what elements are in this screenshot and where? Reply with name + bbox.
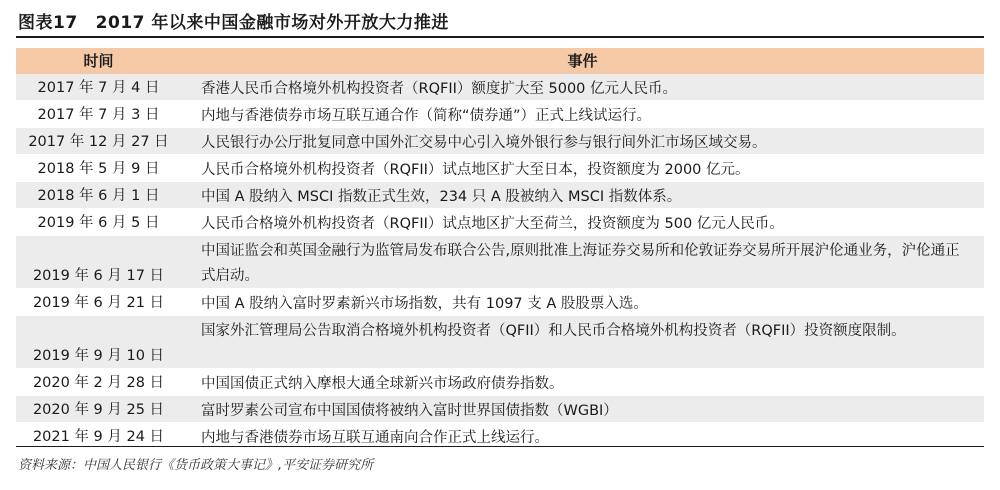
row-event: 中国 A 股纳入富时罗素新兴市场指数，共有 1097 支 A 股股票入选。 bbox=[201, 296, 648, 312]
row-event: 中国 A 股纳入 MSCI 指数正式生效，234 只 A 股被纳入 MSCI 指数体系。 bbox=[201, 189, 682, 205]
row-date: 2018 年 5 月 9 日 bbox=[37, 161, 160, 177]
row-date: 2017 年 7 月 4 日 bbox=[37, 80, 160, 96]
row-event: 国家外汇管理局公告取消合格境外机构投资者（QFII）和人民币合格境外机构投资者（RQFII）投资额度限制。 bbox=[201, 323, 906, 339]
figure-number: 图表17 bbox=[18, 13, 78, 33]
row-event: 中国证监会和英国金融行为监管局发布联合公告,原则批准上海证券交易所和伦敦证券交易所开展沪伦通业务，沪伦通正式启动。 bbox=[201, 243, 960, 284]
table-row bbox=[16, 209, 984, 236]
row-date: 2020 年 2 月 28 日 bbox=[32, 375, 165, 391]
table-row bbox=[16, 182, 984, 209]
row-date: 2021 年 9 月 24 日 bbox=[32, 429, 165, 445]
row-date: 2019 年 6 月 17 日 bbox=[32, 268, 165, 284]
row-event: 富时罗素公司宣布中国国债将被纳入富时世界国债指数（WGBI） bbox=[201, 403, 618, 419]
row-event: 中国国债正式纳入摩根大通全球新兴市场政府债券指数。 bbox=[201, 376, 564, 392]
row-event: 内地与香港债券市场互联互通合作（简称“债券通”）正式上线试运行。 bbox=[201, 108, 652, 124]
row-date: 2018 年 6 月 1 日 bbox=[37, 188, 160, 204]
header-event: 事件 bbox=[567, 52, 598, 70]
figure-title-text: 2017 年以来中国金融市场对外开放大力推进 bbox=[95, 13, 449, 33]
row-event: 人民币合格境外机构投资者（RQFII）试点地区扩大至荷兰，投资额度为 500 亿元人民币。 bbox=[201, 216, 784, 232]
bottom-rule bbox=[16, 446, 984, 447]
row-event: 香港人民币合格境外机构投资者（RQFII）额度扩大至 5000 亿元人民币。 bbox=[201, 81, 677, 97]
table-row bbox=[16, 236, 984, 289]
row-event: 人民币合格境外机构投资者（RQFII）试点地区扩大至日本，投资额度为 2000 亿元。 bbox=[201, 162, 750, 178]
table-row bbox=[16, 74, 984, 101]
source-note: 资料来源：中国人民银行《货币政策大事记》,平安证券研究所 bbox=[18, 458, 374, 473]
row-date: 2019 年 9 月 10 日 bbox=[32, 348, 165, 364]
table-header bbox=[16, 48, 984, 74]
table-row bbox=[16, 101, 984, 128]
row-event: 内地与香港债券市场互联互通南向合作正式上线运行。 bbox=[201, 430, 549, 446]
figure-title bbox=[18, 8, 449, 33]
table-row bbox=[16, 155, 984, 182]
table-row bbox=[16, 316, 984, 369]
table-row bbox=[16, 396, 984, 423]
table-row bbox=[16, 128, 984, 155]
events-table bbox=[16, 48, 984, 450]
top-rule bbox=[16, 36, 984, 38]
row-event: 人民银行办公厅批复同意中国外汇交易中心引入境外银行参与银行间外汇市场区域交易。 bbox=[201, 135, 767, 151]
row-date: 2017 年 7 月 3 日 bbox=[37, 107, 160, 123]
row-date: 2020 年 9 月 25 日 bbox=[32, 402, 165, 418]
table-row bbox=[16, 289, 984, 316]
row-date: 2019 年 6 月 5 日 bbox=[37, 215, 160, 231]
row-date: 2019 年 6 月 21 日 bbox=[32, 295, 165, 311]
header-time: 时间 bbox=[83, 52, 114, 70]
row-date: 2017 年 12 月 27 日 bbox=[28, 134, 169, 150]
table-row bbox=[16, 369, 984, 396]
